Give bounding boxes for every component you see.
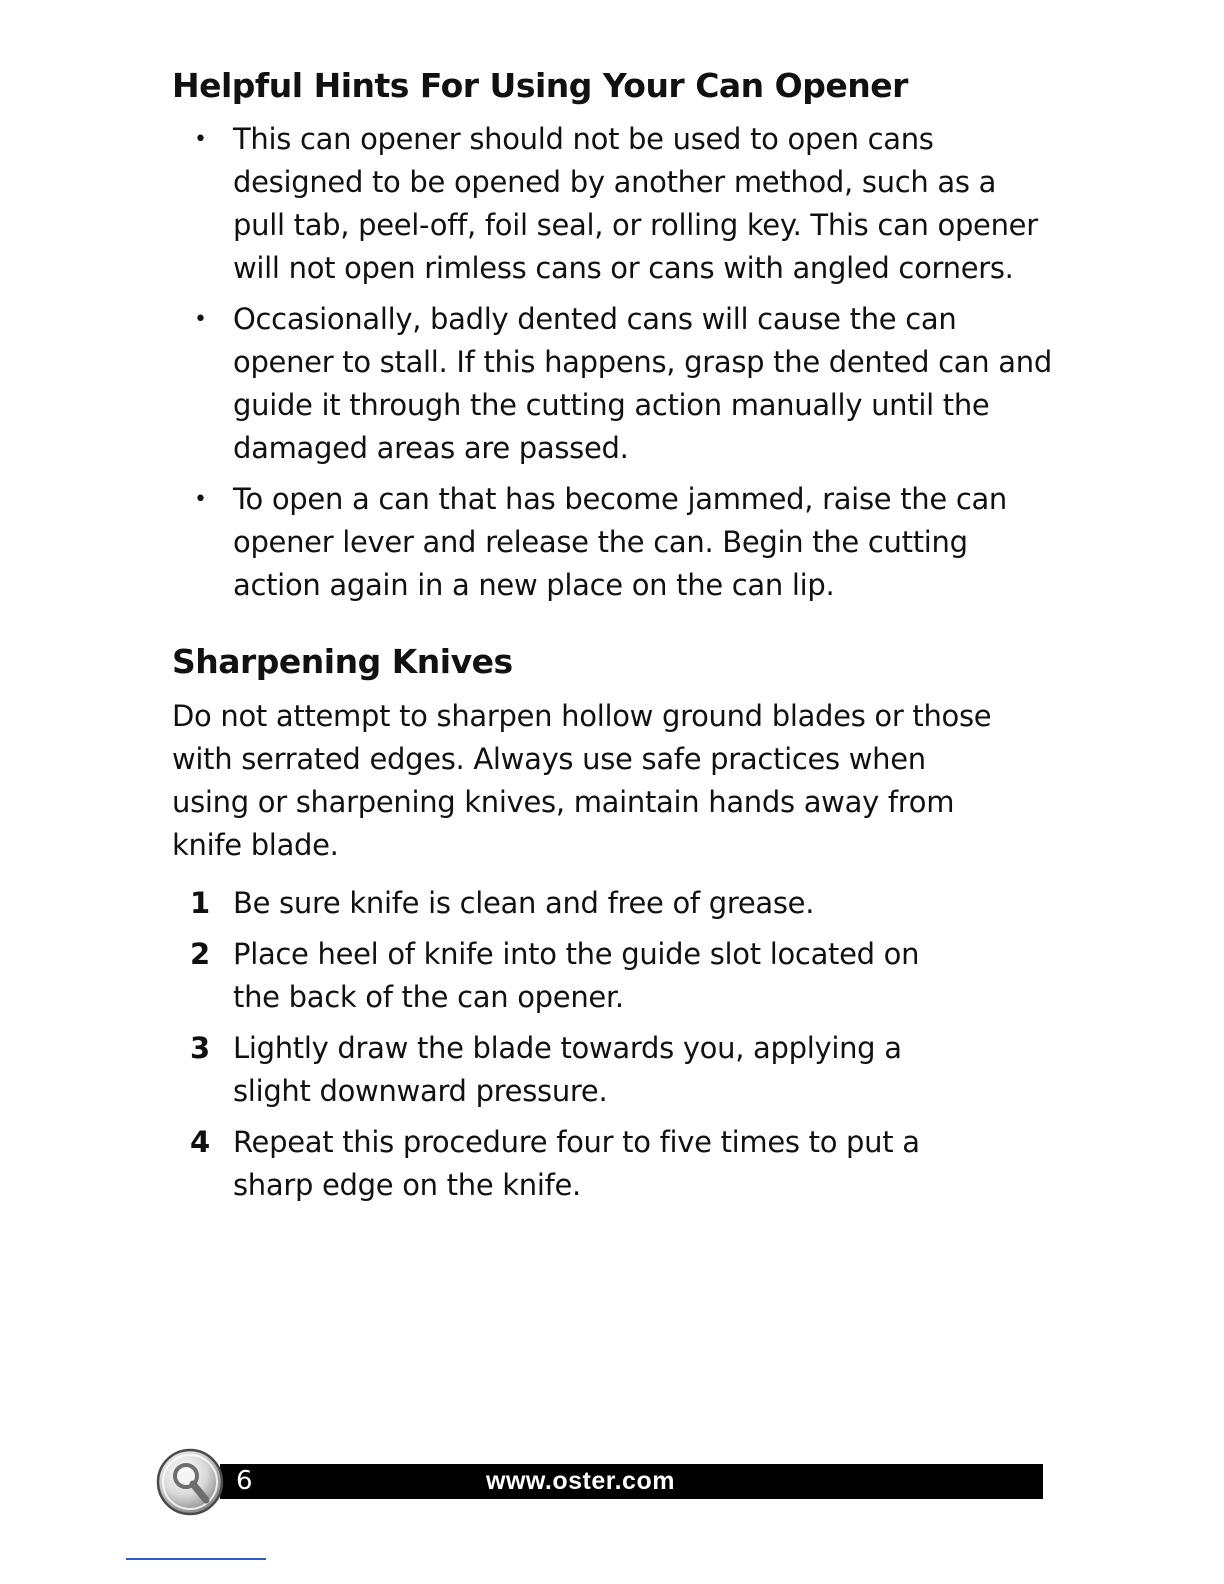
website-link[interactable]: www.oster.com [486,1467,675,1495]
page-number: 6 [236,1466,253,1496]
step-text: Lightly draw the blade towards you, applying a slight downward pressure. [233,1031,902,1108]
step-text: Repeat this procedure four to five times to put a sharp edge on the knife. [233,1125,920,1202]
hints-heading: Helpful Hints For Using Your Can Opener [172,66,908,105]
step-number: 2 [190,937,210,971]
footer-bar [220,1464,1043,1499]
step-number: 1 [190,886,210,920]
step-item [172,933,932,1019]
step-item [172,1121,932,1207]
bullet-icon: • [194,127,207,152]
step-text: Be sure knife is clean and free of grease. [233,886,815,920]
knives-heading: Sharpening Knives [172,642,513,681]
hint-item [172,298,1052,470]
step-number: 4 [190,1125,210,1159]
step-number: 3 [190,1031,210,1065]
bullet-icon: • [194,307,207,332]
step-item [172,882,932,925]
hint-item [172,118,1052,290]
hints-list [172,118,1052,615]
step-item [172,1027,932,1113]
hint-item [172,478,1052,607]
step-text: Place heel of knife into the guide slot located on the back of the can opener. [233,937,920,1014]
bullet-icon: • [194,487,207,512]
knives-intro: Do not attempt to sharpen hollow ground blades or those with serrated edges. Always use safe practices when using or sharpening knives, maintain hands away from knife blade. [172,699,992,862]
hint-text: To open a can that has become jammed, raise the can opener lever and release the can. Begin the cutting action again in a new place on the can lip. [233,482,1008,602]
hint-text: This can opener should not be used to open cans designed to be opened by another method, such as a pull tab, peel-off, foil seal, or rolling key. This can opener will not open rimless cans or cans with angled corners. [233,122,1038,285]
bottom-rule [126,1558,266,1560]
hint-text: Occasionally, badly dented cans will cause the can opener to stall. If this happens, grasp the dented can and guide it through the cutting action manually until the damaged areas are passed. [233,302,1052,465]
knives-steps [172,882,932,1215]
magnifier-icon [156,1448,224,1516]
